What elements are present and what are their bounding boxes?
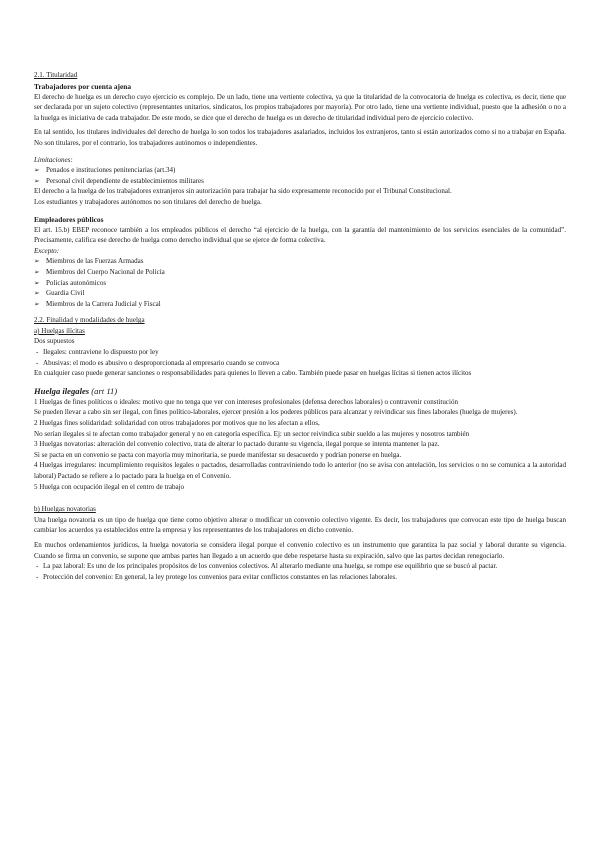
excepto-label: Excepto: — [34, 246, 60, 255]
list-item: - Ilegales: contraviene lo dispuesto por ley — [34, 347, 566, 358]
list-item: ➢ Policías autonómicos — [34, 278, 566, 289]
heading-text: Huelga ilegales — [34, 385, 90, 396]
dos-supuestos: Dos supuestos — [34, 337, 75, 346]
subheading-trabajadores: Trabajadores por cuenta ajena — [34, 81, 132, 91]
list-item: ➢ Miembros del Cuerpo Nacional de Policía — [34, 267, 566, 278]
heading-huelga-ilegales — [34, 385, 566, 397]
paragraph: Si se pacta en un convenio se pacta con mayoría muy minoritaria, se puede manifestar su desacuerdo y podrían ponerse en huelga. — [34, 450, 402, 459]
paragraph: En tal sentido, los titulares individuales del derecho de huelga lo son todos los trabajadores asalariados, incluidos los extranjeros, tanto si están autorizados como si no a trabajar en España. No son titulares, por el contrario, los trabajadores autónomos o independientes. — [34, 128, 566, 147]
paragraph: El art. 15.b) EBEP reconoce también a los empleados públicos el derecho “al ejercicio de la huelga, con la garantía del mantenimiento de los servicios esenciales de la comunidad”. Precisamente, califica ese derecho de huelga como derecho individual que se ejerce de forma colectiva. — [34, 225, 566, 245]
heading-article: (art 11) — [91, 385, 118, 396]
section-heading-finalidad: 2.2. Finalidad y modalidades de huelga — [34, 316, 145, 325]
heading-empleadores: Empleadores públicos — [34, 214, 104, 224]
paragraph: El derecho a la huelga de los trabajadores extranjeros sin autorización para trabajar ha sido expresamente reconocido por el Tribunal Constitucional. — [34, 187, 452, 196]
list-item: ➢ Penados e instituciones penitenciarias (art.34) — [34, 165, 566, 176]
paragraph: En muchos ordenamientos jurídicos, la huelga novatoria se considera ilegal porque el convenio colectivo es un instrumento que garantiza la paz social y laboral durante su vigencia. Cuando se firma un convenio, se supone que ambas partes han llegado a un acuerdo que debe respetarse hasta su expiración, salvo que las partes decidan renegociarlo. — [34, 540, 566, 560]
paragraph: Una huelga novatoria es un tipo de huelga que tiene como objetivo alterar o modificar un convenio colectivo vigente. Es decir, los trabajadores que convocan este tipo de huelga buscan cambiar los acuerdos ya establecidos entre la empresa y los representantes de los trabajadores en dicho convenio. — [34, 515, 566, 535]
paragraph: 3 Huelgas novatorias: alteración del convenio colectivo, trata de alterar lo pactado durante su vigencia, ilegal porque se intenta mantener la paz. — [34, 440, 440, 449]
paragraph: 4 Huelgas irregulares: incumplimiento requisitos legales o pactados, desarrolladas contraviniendo todo lo anterior (no se avisa con antelación, los servicios o no se comunica a la autoridad laboral) Pactado se refiere a lo pactado para la huelga en el Convenio. — [34, 461, 566, 480]
paragraph: 2 Huelgas fines solidaridad: solidaridad con otros trabajadores por motivos que no les afectan a ellos, — [34, 419, 320, 428]
paragraph: Se pueden llevar a cabo sin ser ilegal, con fines político-laborales, ejercer presión a los poderes públicos para alcanzar y reivindicar sus fines laborales (huelga de mujeres). — [34, 408, 518, 417]
list-item: ➢ Personal civil dependiente de establecimientos militares — [34, 176, 566, 187]
paragraph: 1 Huelgas de fines políticos o ideales: motivo que no tenga que ver con intereses profesionales (defensa derechos laborales) o contravenir constitución — [34, 397, 459, 406]
supuestos-list — [34, 347, 566, 368]
list-item: ➢ Miembros de la Carrera Judicial y Fiscal — [34, 299, 566, 310]
limitaciones-list — [34, 165, 566, 186]
paragraph: El derecho de huelga es un derecho cuyo ejercicio es complejo. De un lado, tiene una vertiente colectiva, ya que la titularidad de la convocatoria de huelga es colectiva, es decir, tiene que ser declarada por un sujeto colectivo (representantes unitarios, sindicatos, los propios trabajadores por mayoría). Por otro lado, tiene una vertiente individual, puesto que la adhesión o no a la huelga es iniciativa de cada trabajador. De este modo, se dice que el derecho de huelga es un derecho de titularidad individual pero de ejercicio colectivo. — [34, 92, 566, 122]
limitaciones-label: Limitaciones: — [34, 155, 73, 164]
novatorias-list — [34, 561, 566, 582]
paragraph: No serían ilegales si te afectan como trabajador general y no en categoría específica. Ej: un sector reivindica subir sueldo a las mujeres y nosotros también — [34, 429, 470, 438]
section-heading-titularidad: 2.1. Titularidad — [34, 71, 78, 79]
list-item: - Protección del convenio: En general, la ley protege los convenios para evitar conflictos constantes en las relaciones laborales. — [34, 572, 566, 583]
paragraph: Los estudiantes y trabajadores autónomos no son titulares del derecho de huelga. — [34, 197, 262, 206]
list-item: ➢ Guardia Civil — [34, 288, 566, 299]
excepto-list — [34, 256, 566, 309]
subheading-ilicitas: a) Huelgas ilícitas — [34, 326, 85, 335]
list-item: - La paz laboral: Es uno de los principales propósitos de los convenios colectivos. Al alterarlo mediante una huelga, se rompe ese equilibrio que se buscó al pactar. — [34, 561, 566, 572]
paragraph: En cualquier caso puede generar sanciones o responsabilidades para quienes lo lleven a cabo. También puede pasar en huelgas lícitas si tienen actos ilícitos — [34, 369, 472, 378]
paragraph: 5 Huelga con ocupación ilegal en el centro de trabajo — [34, 482, 185, 491]
list-item: - Abusivas: el modo es abusivo o desproporcionada al empresario cuando se convoca — [34, 358, 566, 369]
document-page — [34, 70, 566, 582]
list-item: ➢ Miembros de las Fuerzas Armadas — [34, 256, 566, 267]
subheading-novatorias: b) Huelgas novatorias — [34, 505, 96, 514]
